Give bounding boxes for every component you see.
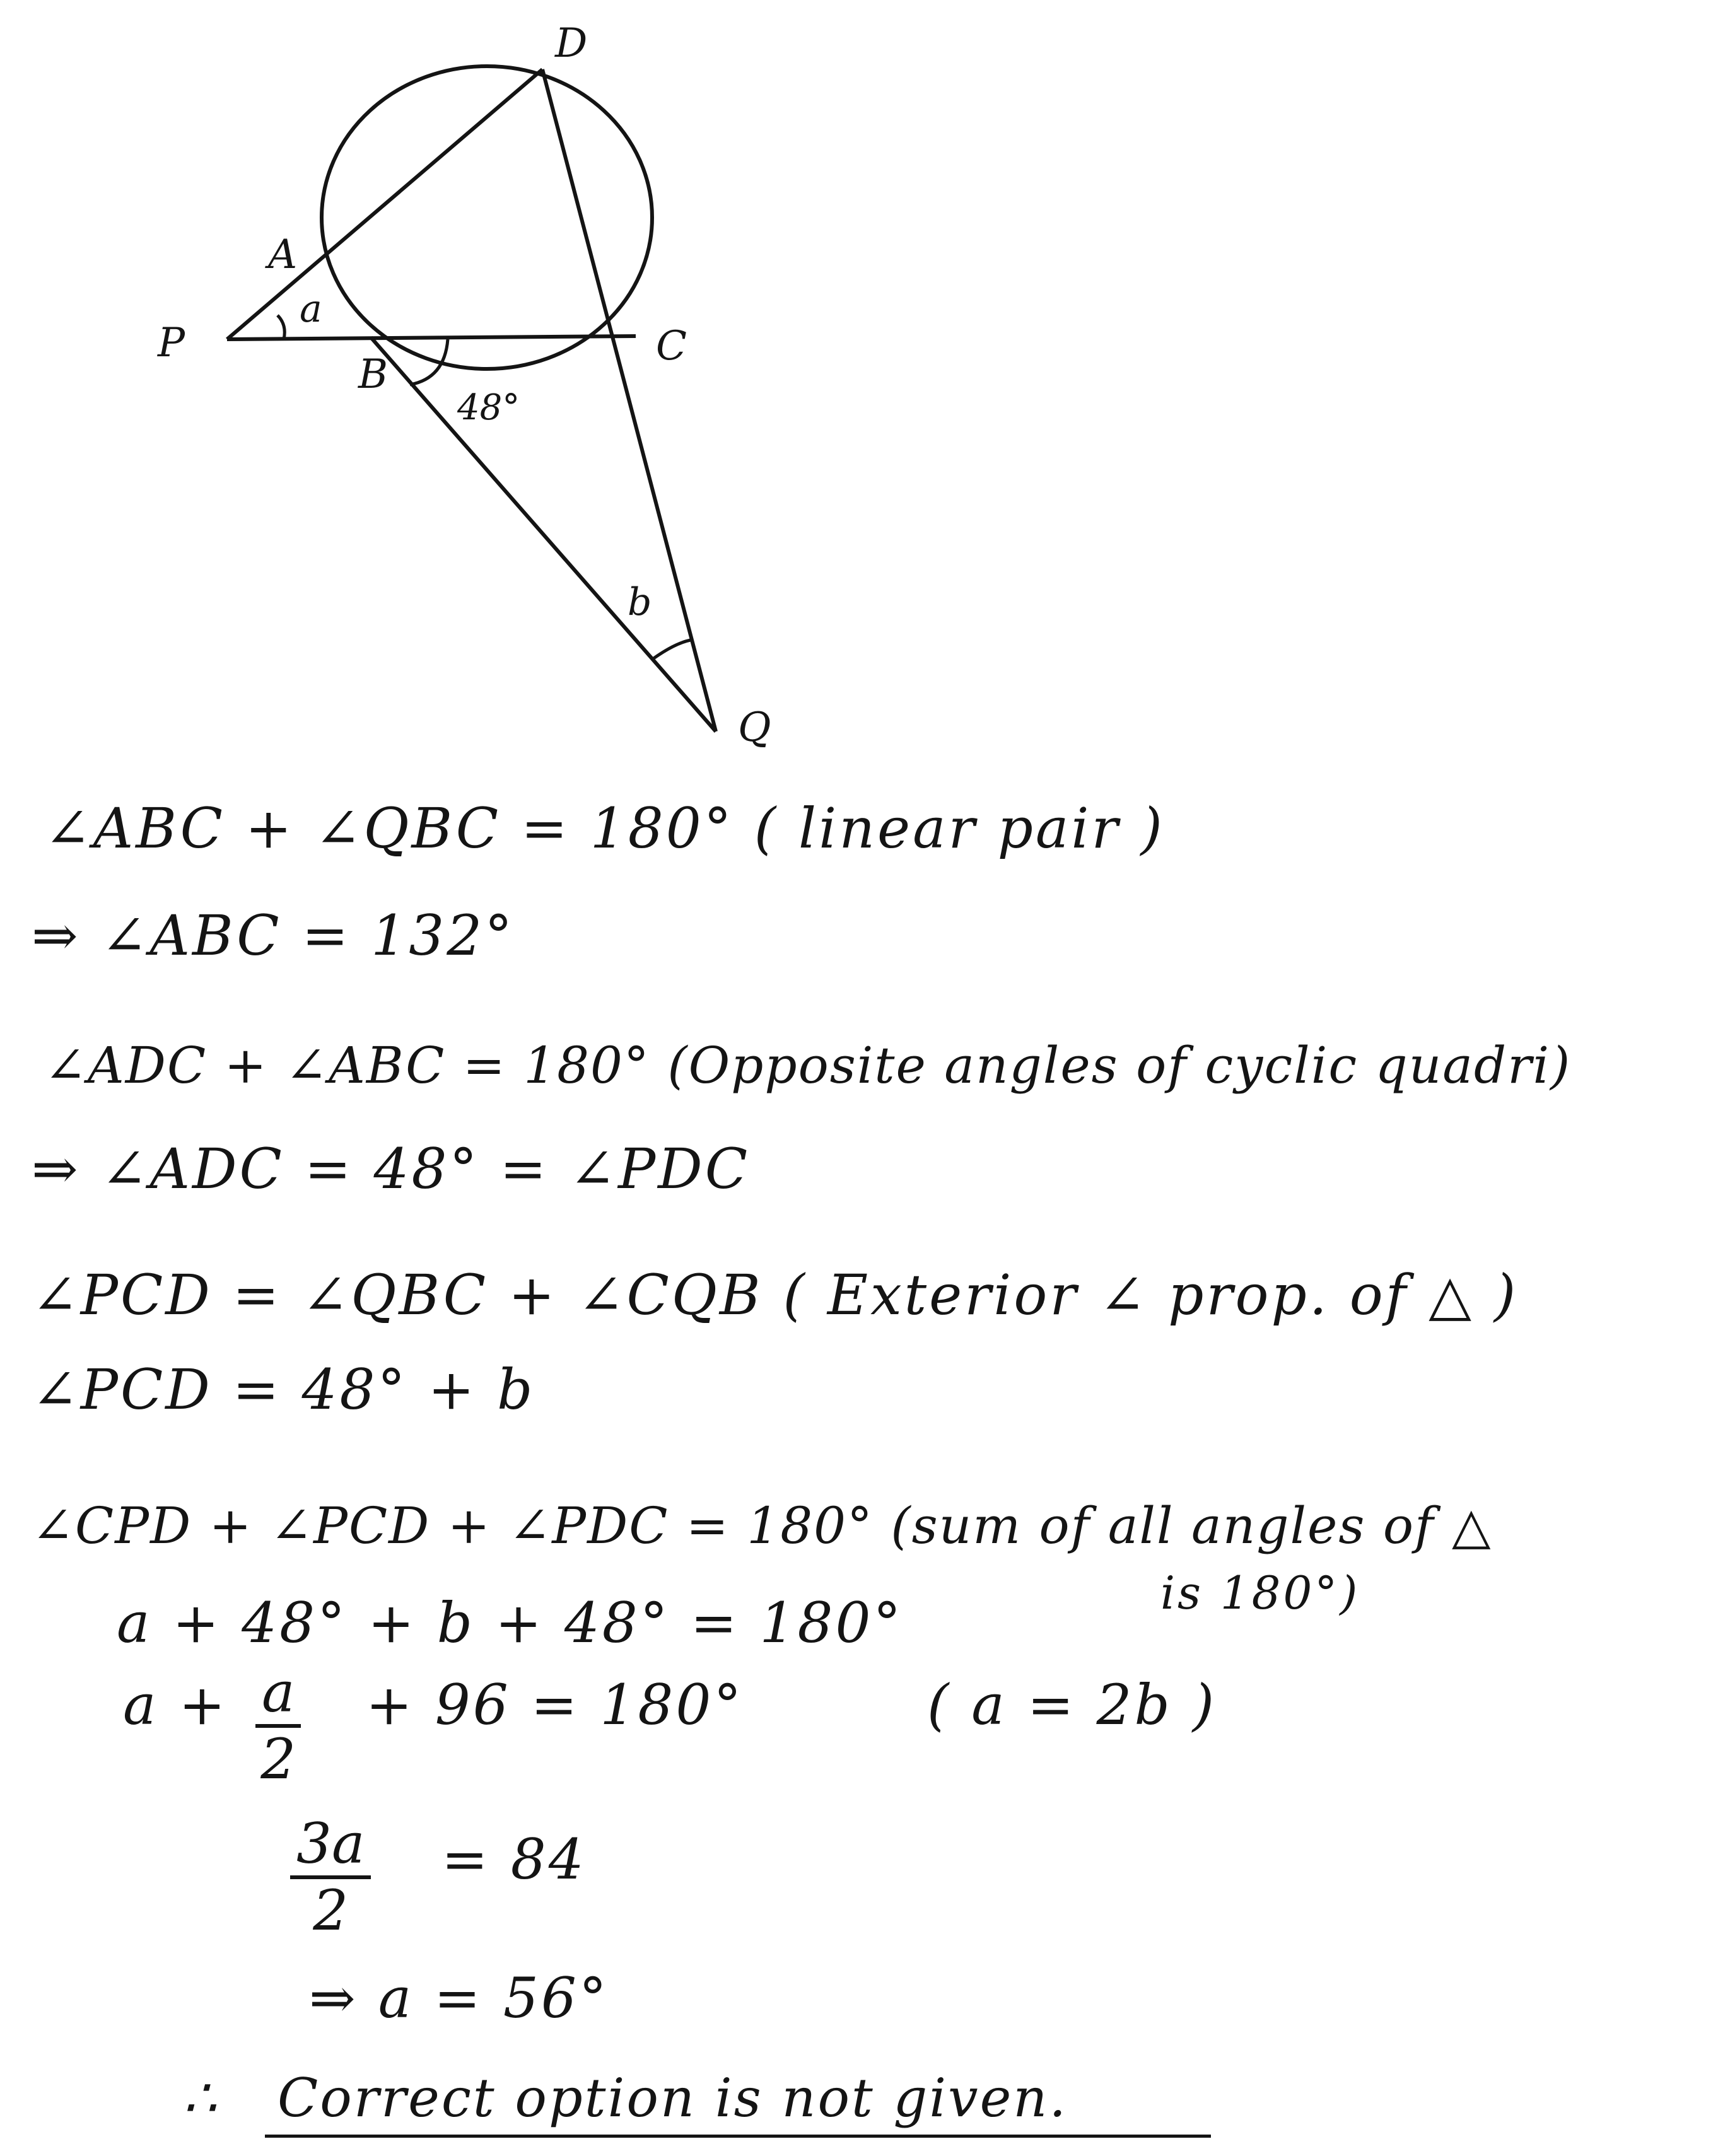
label-angle-b: b	[628, 580, 652, 624]
angle-arc-a	[278, 315, 284, 339]
step-linear-pair: ∠ABC + ∠QBC = 180° ( linear pair )	[44, 796, 1165, 861]
conclusion-underline	[265, 2135, 1211, 2138]
step-relation-note: ( a = 2b )	[927, 1672, 1217, 1737]
label-point-c: C	[656, 323, 687, 370]
fraction-numerator: a	[255, 1665, 301, 1728]
fraction-a-over-2	[255, 1660, 301, 1792]
step-pcd-value: ∠PCD = 48° + b	[32, 1357, 535, 1422]
label-point-p: P	[158, 320, 185, 366]
fraction-numerator: 3a	[290, 1816, 371, 1879]
fraction-3a-over-2	[290, 1811, 371, 1943]
step-angle-sum-cont: is 180°)	[1160, 1566, 1360, 1619]
label-angle-a: a	[300, 287, 322, 331]
line-pd	[227, 69, 542, 339]
label-point-b: B	[358, 351, 389, 398]
step-exterior-angle: ∠PCD = ∠QBC + ∠CQB ( Exterior ∠ prop. of △ )	[32, 1262, 1519, 1327]
label-point-a: A	[268, 231, 298, 278]
step-final-a: ⇒ a = 56°	[309, 1966, 609, 2031]
angle-arc-48	[410, 339, 448, 385]
step-equals-84: = 84	[441, 1827, 587, 1892]
conclusion-therefore: ∴	[183, 2067, 219, 2129]
label-point-q: Q	[738, 704, 771, 751]
line-pc	[227, 336, 636, 339]
label-angle-48: 48°	[457, 387, 520, 428]
cyclic-quadrilateral-figure	[0, 0, 1718, 776]
step-angle-sum: ∠CPD + ∠PCD + ∠PDC = 180° (sum of all angles of △	[32, 1496, 1492, 1555]
fraction-denominator: 2	[313, 1878, 349, 1943]
label-point-d: D	[555, 20, 588, 67]
conclusion-text: Correct option is not given.	[278, 2067, 1068, 2129]
fraction-denominator: 2	[260, 1727, 296, 1792]
step-fraction-right: + 96 = 180°	[366, 1672, 744, 1737]
step-adc-value: ⇒ ∠ADC = 48° = ∠PDC	[32, 1136, 751, 1201]
step-abc-value: ⇒ ∠ABC = 132°	[32, 903, 515, 968]
step-cyclic-quadrilateral: ∠ADC + ∠ABC = 180° (Opposite angles of cyclic quadri)	[44, 1036, 1572, 1095]
step-fraction-left: a +	[123, 1672, 228, 1737]
angle-arc-b	[653, 640, 691, 659]
step-substitute: a + 48° + b + 48° = 180°	[117, 1590, 904, 1655]
